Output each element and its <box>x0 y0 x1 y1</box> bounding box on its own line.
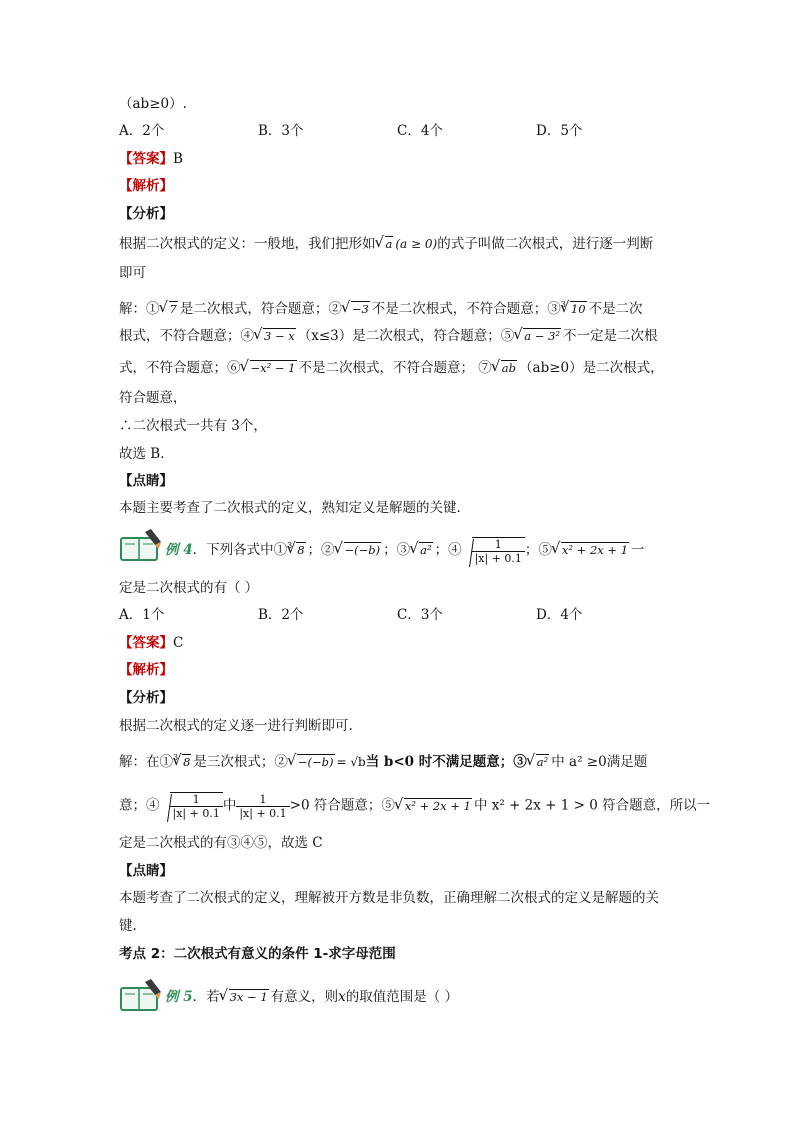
question-tail: （ab≥0）. <box>119 96 187 112</box>
ex4-options <box>119 605 675 625</box>
book-pencil-icon <box>119 528 163 562</box>
q3-analysis-line1: 根据二次根式的定义：一般地，我们把形如√ a (a ≥ 0)的式子叫做二次根式，进行逐一判断 <box>119 234 653 254</box>
sqrt-expr: √ a <box>376 234 394 254</box>
ex4-analysis: 根据二次根式的定义逐一进行判断即可. <box>119 718 353 734</box>
q3-solution-line4: 符合题意， <box>119 390 187 406</box>
q3-solution-line2: 根式，不符合题意；④√ 3 − x （x≤3）是二次根式，符合题意；⑤√ a − 3² 不一定是二次根 <box>119 326 658 346</box>
q3-solution-line6: 故选 B． <box>119 446 174 462</box>
q3-solution-line1: 解：①√ 7 是二次根式，符合题意；②√ −3 不是二次根式，不符合题意；③$^3$√ 10 不是二次 <box>119 295 643 319</box>
option-d: D．5个 <box>536 123 583 139</box>
q3-comment: 本题主要考查了二次根式的定义，熟知定义是解题的关键． <box>119 500 470 516</box>
option-b: B．3个 <box>258 123 304 139</box>
ex4-solution-line1: 解：在①$^3$√ 8 是三次根式；②√ −(−b) = √b当 b<0 时不满足题意；③√ a² 中 a² ≥0满足题 <box>119 748 647 772</box>
example5-question: 例 5．若√ 3x − 1 有意义，则x的取值范围是（ ） <box>165 987 458 1007</box>
fenxi-tag: 【分析】 <box>119 206 173 222</box>
ex4-comment-line2: 键. <box>119 918 137 934</box>
section-heading: 考点 2：二次根式有意义的条件 1-求字母范围 <box>119 946 396 962</box>
q3-analysis-line2: 即可 <box>119 265 146 281</box>
book-pencil-icon <box>119 978 163 1012</box>
example5-label: 例 5 <box>165 989 193 1005</box>
option-a: A．1个 <box>119 607 165 623</box>
q3-solution-line5: ∴二次根式一共有 3个， <box>119 418 267 434</box>
option-a: A．2个 <box>119 123 165 139</box>
option-c: C．4个 <box>397 123 443 139</box>
q3-options <box>119 121 675 141</box>
q3-answer: 【答案】B <box>119 151 183 167</box>
ex4-comment-line1: 本题考查了二次根式的定义，理解被开方数是非负数，正确理解二次根式的定义是解题的关 <box>119 890 659 906</box>
q3-solution-line3: 式，不符合题意；⑥√ −x² − 1 不是二次根式，不符合题意； ⑦√ ab （ab≥0）是二次根式， <box>119 358 664 378</box>
option-b: B．2个 <box>258 607 304 623</box>
ex4-solution-line3: 定是二次根式的有③④⑤，故选 C <box>119 835 323 851</box>
option-c: C．3个 <box>397 607 443 623</box>
ex4-answer: 【答案】C <box>119 635 184 651</box>
answer-tag: 【答案】 <box>119 151 173 167</box>
example4-question: 例 4．下列各式中①$^3$√ 8 ；②√ −(−b) ；③√ a² ；④ $\frac{1}{|x| + 0.1}$ ；⑤√ x² + 2x + 1 一 <box>165 536 645 565</box>
option-d: D．4个 <box>536 607 583 623</box>
ex4-solution-line2: 意；④ $\frac{1}{|x| + 0.1}$ 中 $\frac{1}{|x| + 0.1}$ >0 符合题意；⑤√ x² + 2x + 1 中 x² + 2x + 1 > 0 符合题意，所以一 <box>119 792 710 820</box>
jiexi-tag: 【解析】 <box>119 178 173 194</box>
dianjing-tag-2: 【点睛】 <box>119 863 173 879</box>
jiexi-tag-2: 【解析】 <box>119 662 173 678</box>
fenxi-tag-2: 【分析】 <box>119 690 173 706</box>
example4-label: 例 4 <box>165 542 193 558</box>
dianjing-tag: 【点睛】 <box>119 473 173 489</box>
example4-question-line2: 定是二次根式的有（ ） <box>119 580 259 596</box>
